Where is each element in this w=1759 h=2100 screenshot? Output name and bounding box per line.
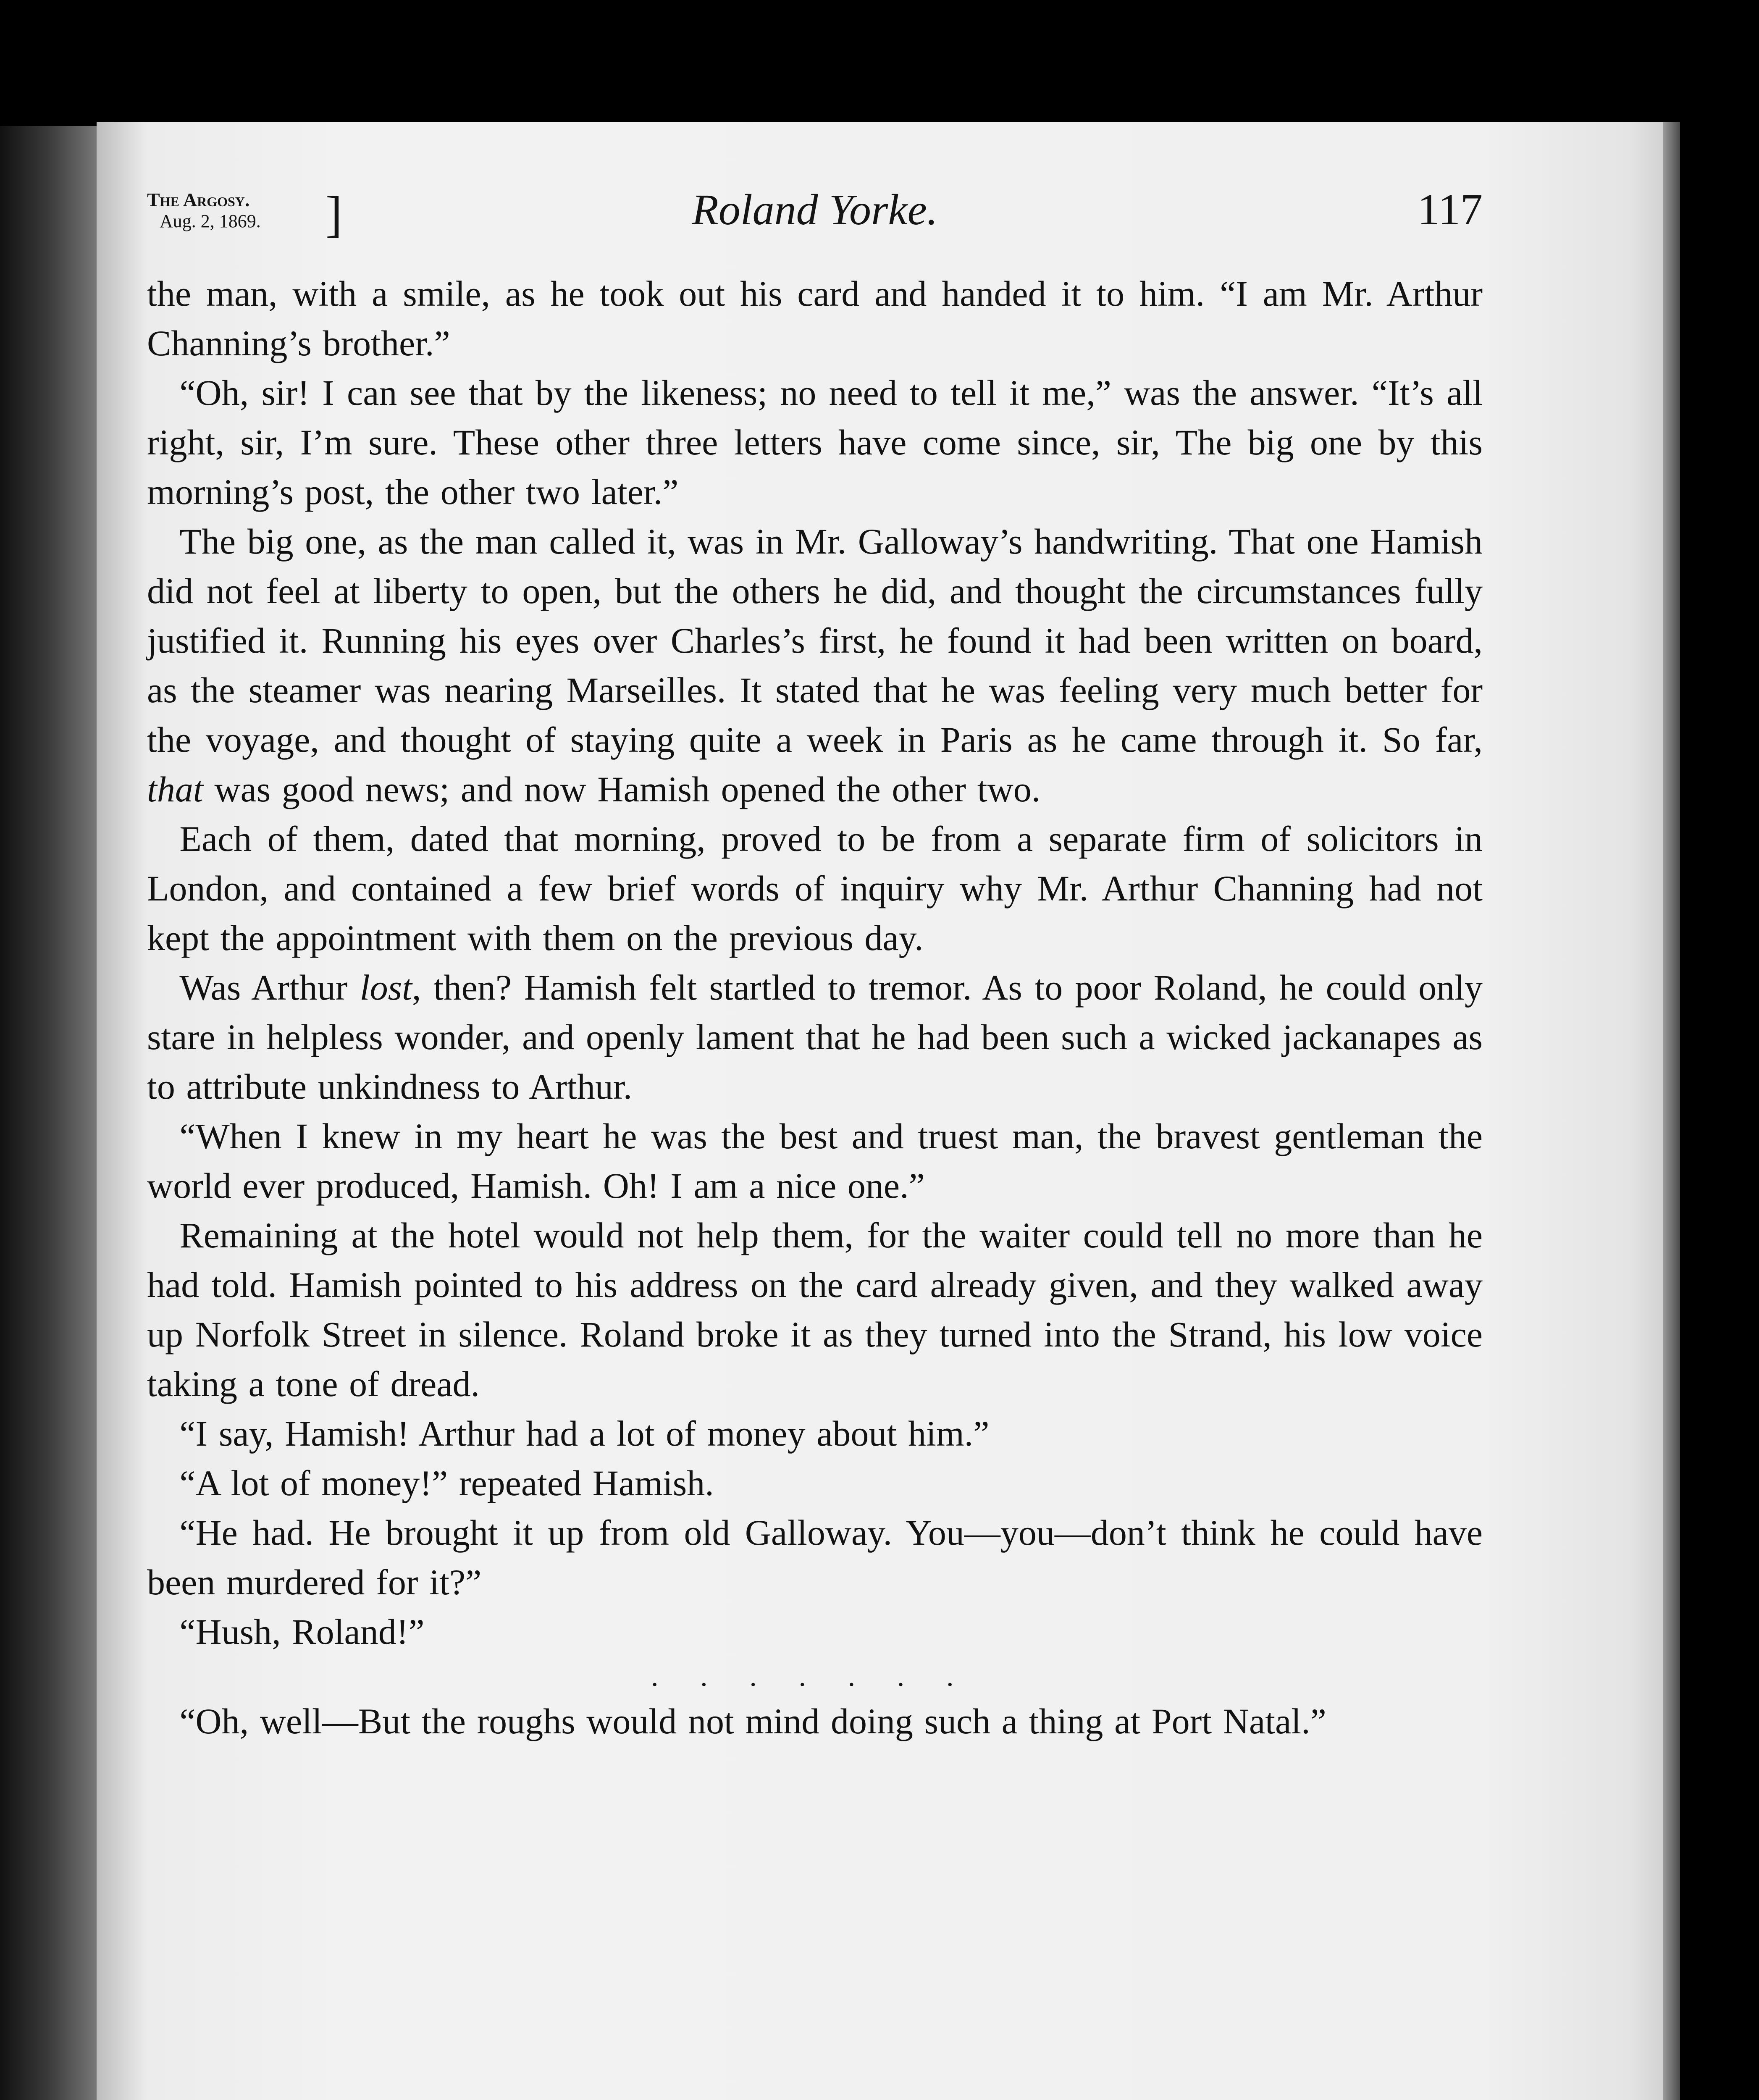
running-head-bracket: ] bbox=[326, 186, 342, 242]
paragraph-3: The big one, as the man called it, was in Mr. Galloway’s handwriting. That one Hamish did not feel at liberty to open, but the others he did, and thought the circumstances fully justified it. Running his eyes over Charles’s first, he found it had been written on board, as the steamer was nearing Marseilles. It stated that he was feeling very much better for the voyage, and thought of staying quite a week in Paris as he came through it. So far, that was good news; and now Hamish opened the other two. bbox=[147, 521, 1483, 809]
paragraph-9: “A lot of money!” repeated Hamish. bbox=[179, 1463, 714, 1503]
body-text bbox=[147, 269, 1483, 1746]
section-break-dots: . . . . . . . bbox=[651, 1660, 970, 1693]
italic-emphasis: that bbox=[147, 769, 203, 809]
paragraph-4: Each of them, dated that morning, proved to be from a separate firm of solicitors in London, and contained a few brief words of inquiry why Mr. Arthur Channing had not kept the appointment with them on the previous day. bbox=[147, 819, 1483, 958]
paragraph-7: Remaining at the hotel would not help them, for the waiter could tell no more than he had told. Hamish pointed to his address on the card already given, and they walked away up Norfolk Street in silence. Roland broke it as they turned into the Strand, his low voice taking a tone of dread. bbox=[147, 1215, 1483, 1404]
page-title: Roland Yorke. bbox=[692, 186, 938, 234]
paragraph-5: Was Arthur lost, then? Hamish felt startled to tremor. As to poor Roland, he could only stare in helpless wonder, and openly lament that he had been such a wicked jackanapes as to attribute unkindness to Arthur. bbox=[147, 967, 1483, 1107]
paragraph-10: “He had. He brought it up from old Galloway. You—you—don’t think he could have been murdered for it?” bbox=[147, 1512, 1483, 1602]
page-number: 117 bbox=[1417, 185, 1483, 234]
page-header bbox=[147, 181, 1483, 256]
paragraph-2: “Oh, sir! I can see that by the likeness; no need to tell it me,” was the answer. “It’s all right, sir, I’m sure. These other three letters have come since, sir, The big one by this morning’s post, the other two later.” bbox=[147, 373, 1483, 512]
page-fold-shadow bbox=[1663, 122, 1680, 2100]
paragraph-1: the man, with a smile, as he took out his card and handed it to him. “I am Mr. Arthur Channing’s brother.” bbox=[147, 273, 1483, 363]
left-page-edge bbox=[0, 126, 97, 2100]
paragraph-6: “When I knew in my heart he was the best and truest man, the bravest gentleman the world ever produced, Hamish. Oh! I am a nice one.” bbox=[147, 1116, 1483, 1206]
running-head-title: The Argosy. bbox=[147, 189, 250, 210]
paragraph-11: “Hush, Roland!” bbox=[179, 1612, 425, 1652]
paragraph-8: “I say, Hamish! Arthur had a lot of money about him.” bbox=[179, 1413, 990, 1454]
italic-emphasis: lost bbox=[360, 967, 412, 1008]
running-head-date: Aug. 2, 1869. bbox=[160, 210, 261, 231]
paragraph-12: “Oh, well—But the roughs would not mind doing such a thing at Port Natal.” bbox=[179, 1701, 1326, 1741]
